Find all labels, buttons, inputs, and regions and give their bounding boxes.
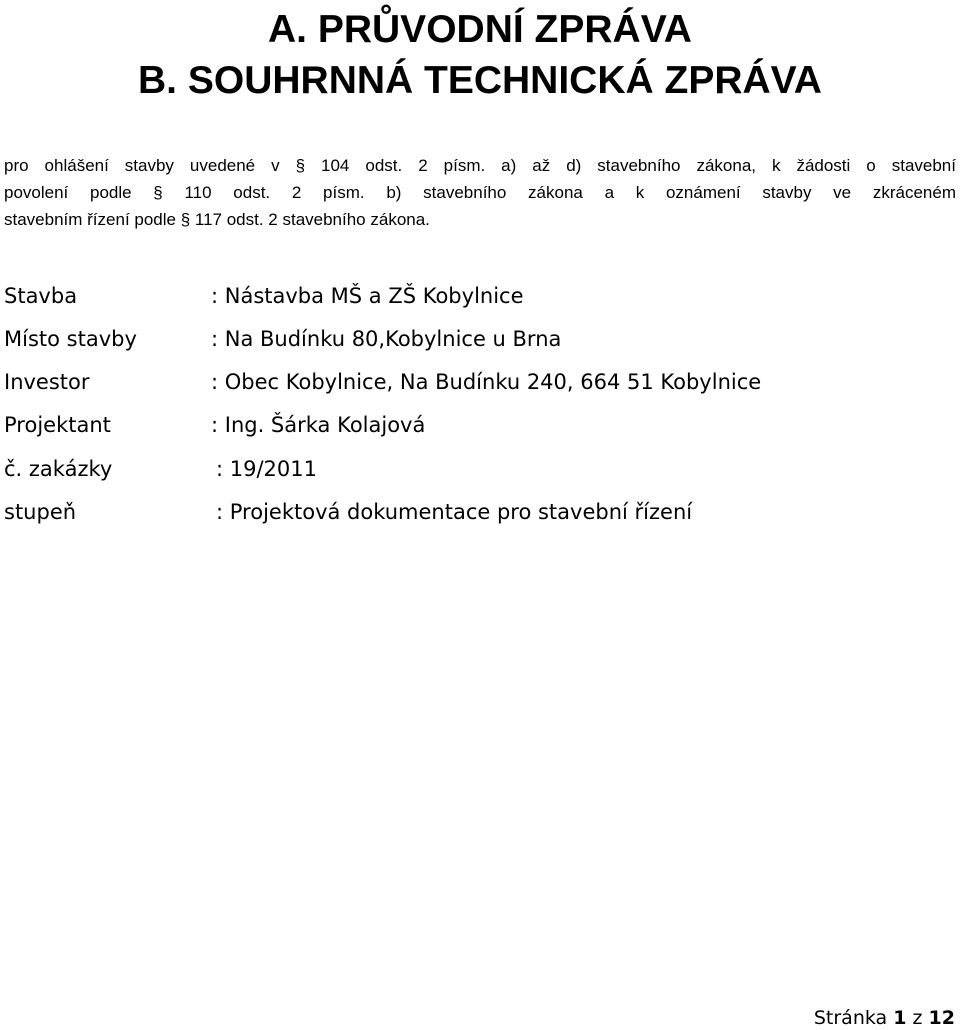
info-value-projektant: : Ing. Šárka Kolajová — [211, 413, 426, 437]
info-label-projektant: Projektant — [4, 413, 111, 437]
intro-line-2: povolení podle § 110 odst. 2 písm. b) stavebního zákona a k oznámení stavby ve zkráceném — [4, 183, 956, 202]
title-pruvodni-zprava: A. PRŮVODNÍ ZPRÁVA — [268, 8, 692, 51]
page-word: Stránka — [813, 1007, 888, 1029]
info-label-stavba: Stavba — [4, 284, 78, 308]
info-label-misto-stavby: Místo stavby — [4, 327, 137, 351]
info-value-investor: : Obec Kobylnice, Na Budínku 240, 664 51 Kobylnice — [211, 370, 762, 394]
page-current: 1 — [893, 1007, 907, 1029]
info-label-cislo-zakazky: č. zakázky — [4, 457, 113, 481]
info-value-cislo-zakazky: : 19/2011 — [216, 457, 317, 481]
of-word: z — [912, 1007, 923, 1029]
intro-line-1: pro ohlášení stavby uvedené v § 104 odst. 2 písm. a) až d) stavebního zákona, k žádosti o stavební — [4, 156, 956, 175]
info-value-stupen: : Projektová dokumentace pro stavební řízení — [216, 500, 693, 524]
info-label-investor: Investor — [4, 370, 90, 394]
title-souhrnna-technicka-zprava: B. SOUHRNNÁ TECHNICKÁ ZPRÁVA — [138, 59, 822, 102]
intro-line-3: stavebním řízení podle § 117 odst. 2 stavebního zákona. — [4, 210, 430, 229]
info-value-stavba: : Nástavba MŠ a ZŠ Kobylnice — [211, 284, 524, 308]
page-number-footer — [814, 1006, 955, 1030]
page-total: 12 — [928, 1007, 955, 1029]
info-value-misto-stavby: : Na Budínku 80,Kobylnice u Brna — [211, 327, 562, 351]
info-label-stupen: stupeň — [4, 500, 77, 524]
